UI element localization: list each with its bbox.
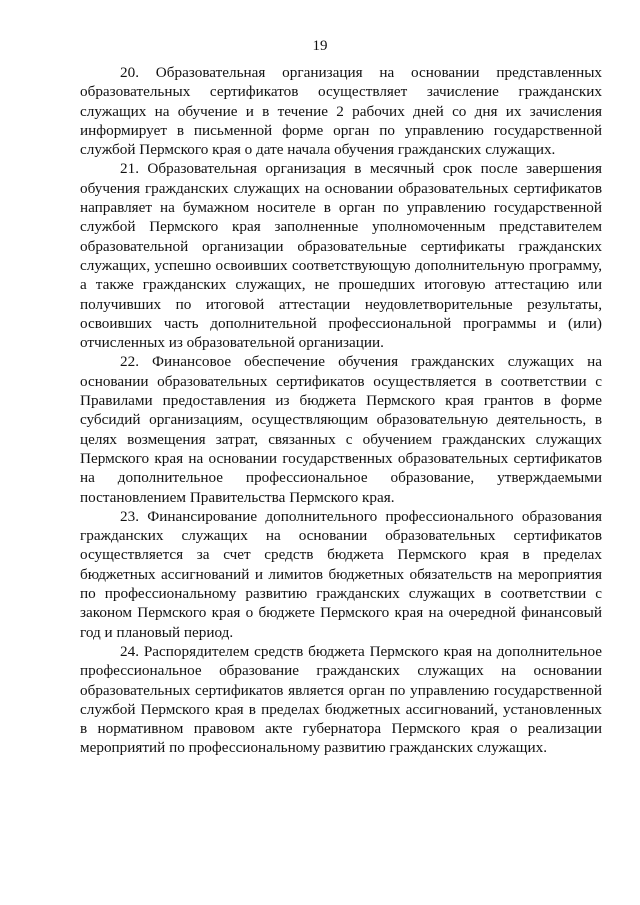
document-body xyxy=(80,63,602,758)
paragraph-22: 22. Финансовое обеспечение обучения гражданских служащих на основании образовательных сертификатов осуществляется в соответствии с Правилами предоставления из бюджета Пермского края грантов в форме субсидий организациям, осуществляющим образовательную деятельность, в целях возмещения затрат, связанных с обучением гражданских служащих Пермского края на основании государственных образовательных сертификатов на дополнительное профессиональное образование, утверждаемыми постановлением Правительства Пермского края. xyxy=(80,353,602,506)
paragraph-20: 20. Образовательная организация на основании представленных образовательных сертификатов осуществляет зачисление гражданских служащих на обучение и в течение 2 рабочих дней со дня их зачисления информирует в письменной форме орган по управлению государственной службой Пермского края о дате начала обучения гражданских служащих. xyxy=(80,64,602,159)
paragraph-23: 23. Финансирование дополнительного профессионального образования гражданских служащих на основании образовательных сертификатов осуществляется за счет средств бюджета Пермского края в пределах бюджетных ассигнований и лимитов бюджетных обязательств на мероприятия по профессиональному развитию гражданских служащих в соответствии с законом Пермского края о бюджете Пермского края на очередной финансовый год и плановый период. xyxy=(80,507,602,641)
paragraph-21: 21. Образовательная организация в месячный срок после завершения обучения гражданских служащих на основании образовательных сертификатов направляет на бумажном носителе в орган по управлению государственной службой Пермского края заполненные уполномоченным представителем образовательной организации образовательные сертификаты гражданских служащих, успешно освоивших соответствующую дополнительную программу, а также гражданских служащих, не прошедших итоговую аттестацию или получивших по итоговой аттестации неудовлетворительные результаты, освоивших часть дополнительной профессиональной программы и (или) отчисленных из образовательной организации. xyxy=(80,160,602,352)
paragraph-24: 24. Распорядителем средств бюджета Пермского края на дополнительное профессиональное образование гражданских служащих на основании образовательных сертификатов является орган по управлению государственной службой Пермского края в пределах бюджетных ассигнований, установленных в нормативном правовом акте губернатора Пермского края о реализации мероприятий по профессиональному развитию гражданских служащих. xyxy=(80,642,602,757)
page-number: 19 xyxy=(312,38,328,54)
